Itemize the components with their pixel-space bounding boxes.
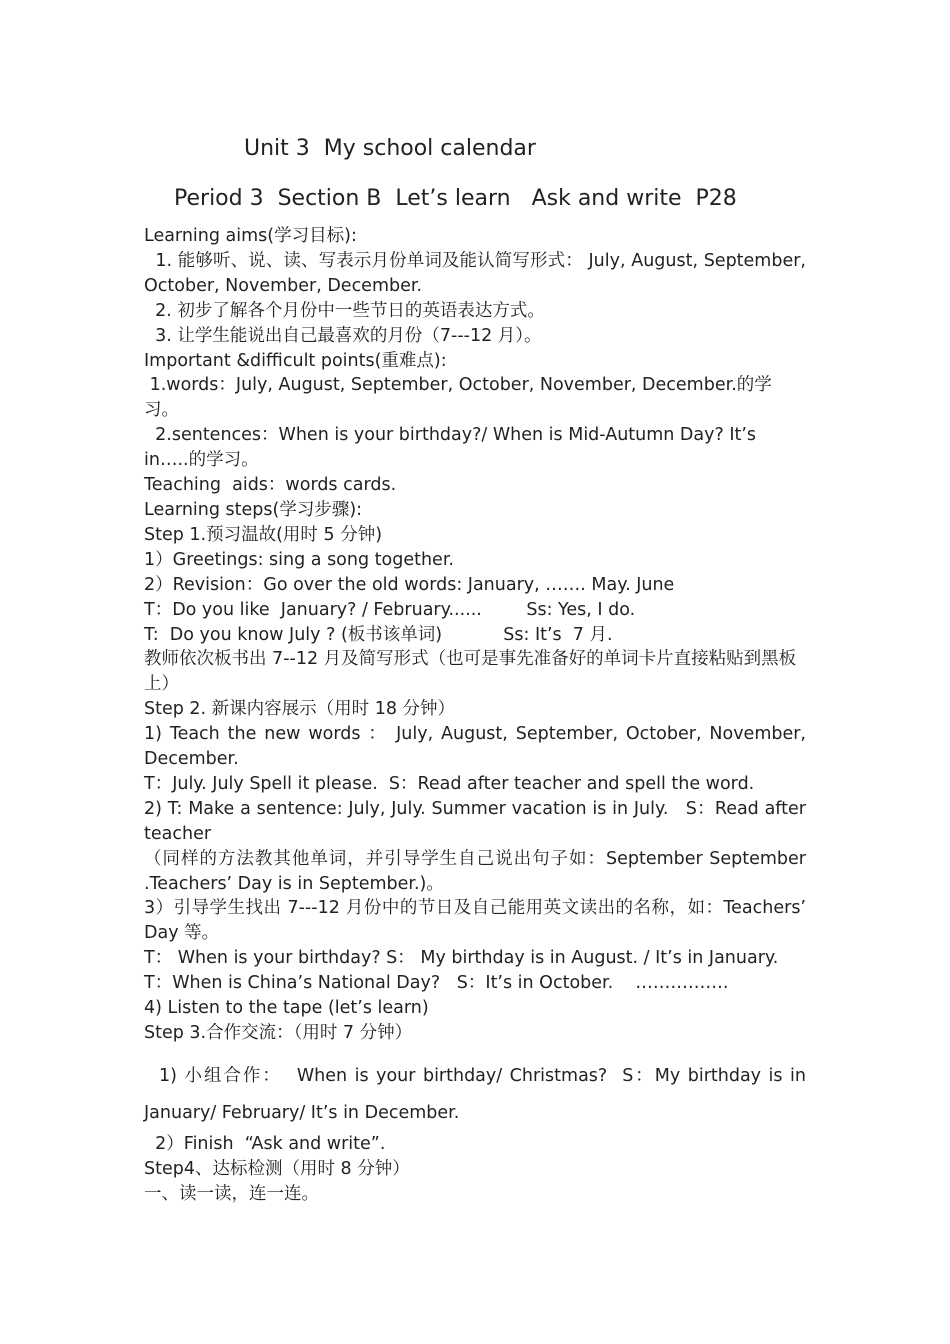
period-title: Period 3 Section B Let’s learn Ask and write P28: [174, 186, 737, 211]
unit-title: Unit 3 My school calendar: [244, 136, 536, 161]
lesson-content: [144, 224, 818, 1207]
aim-3: 3. 让学生能说出自己最喜欢的月份（7---12 月）。: [144, 325, 542, 346]
step-2-new-words: 1) Teach the new words ： July, August, September, October, November, December.: [144, 724, 812, 770]
aim-1: 1. 能够听、说、读、写表示月份单词及能认简写形式： July, August, September, October, November, December.: [144, 250, 812, 296]
step-1-dialogue-1: T：Do you like January? / February...... Ss: Yes, I do.: [144, 599, 636, 620]
learning-aims-heading: Learning aims(学习目标):: [144, 226, 357, 246]
step-1-revision: 2）Revision：Go over the old words: January, ……. May. June: [144, 574, 675, 595]
step-3-finish: 2）Finish “Ask and write”.: [144, 1133, 386, 1154]
exercise-1-heading: 一、读一读，连一连。: [144, 1183, 319, 1204]
teaching-aids: Teaching aids：words cards.: [144, 475, 397, 496]
step-2-spell: T：July. July Spell it please. S：Read after teacher and spell the word.: [144, 773, 755, 794]
difficult-point-words: 1.words：July, August, September, October, November, December.的学习。: [144, 375, 772, 421]
step-2-festivals: 3）引导学生找出 7---12 月份中的节日及自己能用英文读出的名称，如：Teachers’ Day 等。: [144, 898, 812, 944]
step-1-dialogue-2: T: Do you know July ? (板书该单词) Ss: It’s 7 月.: [144, 624, 613, 645]
learning-steps-heading: Learning steps(学习步骤):: [144, 499, 363, 520]
step-2-same-method: （同样的方法教其他单词，并引导学生自己说出句子如：September September .Teachers’ Day is in September.)。: [144, 848, 812, 894]
step-1-teacher-note: 教师依次板书出 7--12 月及简写形式（也可是事先准备好的单词卡片直接粘贴到黑板上）: [144, 649, 797, 695]
step-3-heading: Step 3.合作交流：（用时 7 分钟）: [144, 1023, 413, 1043]
step-1-greetings: 1）Greetings: sing a song together.: [144, 549, 454, 570]
step-3-group-work: 1) 小组合作： When is your birthday/ Christmas? S：My birthday is in January/ February/ It’s in December.: [144, 1065, 818, 1123]
difficult-point-sentences: 2.sentences：When is your birthday?/ When is Mid-Autumn Day? It’s in…..的学习。: [144, 425, 762, 471]
aim-2: 2. 初步了解各个月份中一些节日的英语表达方式。: [144, 300, 545, 321]
difficult-points-heading: Important &difficult points(重难点):: [144, 350, 447, 371]
step-2-listen: 4) Listen to the tape (let’s learn): [144, 998, 429, 1019]
step-4-heading: Step4、达标检测（用时 8 分钟）: [144, 1158, 410, 1179]
step-2-birthday-dialogue: T： When is your birthday? S： My birthday is in August. / It’s in January.: [144, 948, 779, 969]
step-2-heading: Step 2. 新课内容展示（用时 18 分钟）: [144, 699, 456, 720]
step-1-heading: Step 1.预习温故(用时 5 分钟): [144, 524, 383, 545]
step-2-sentence: 2) T: Make a sentence: July, July. Summer vacation is in July. S：Read after teacher: [144, 798, 812, 844]
step-2-national-day: T：When is China’s National Day? S：It’s in October. …………….: [144, 973, 729, 994]
